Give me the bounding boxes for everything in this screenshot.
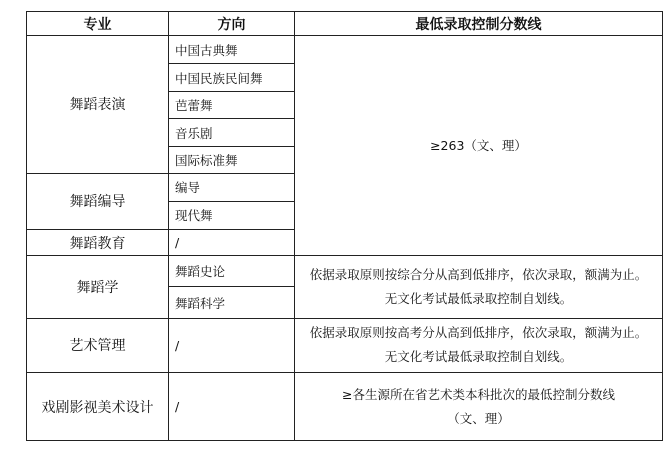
major-arts-management: 艺术管理 (27, 318, 169, 372)
direction-cell: 中国古典舞 (169, 36, 295, 64)
major-education: 舞蹈教育 (27, 230, 169, 256)
direction-cell: / (169, 373, 295, 441)
direction-cell: / (169, 230, 295, 256)
header-direction: 方向 (169, 12, 295, 36)
major-choreography: 舞蹈编导 (27, 173, 169, 229)
score-cell-dance-studies (295, 256, 663, 319)
header-score: 最低录取控制分数线 (295, 12, 663, 36)
major-dance-studies: 舞蹈学 (27, 256, 169, 319)
table-row (27, 36, 663, 64)
direction-cell: 编导 (169, 173, 295, 201)
table-row (27, 318, 663, 372)
score-cell-arts-management (295, 318, 663, 372)
major-stage-design: 戏剧影视美术设计 (27, 373, 169, 441)
score-line: 无文化考试最低录取控制自划线。 (384, 290, 573, 306)
table-row (27, 256, 663, 287)
major-performance: 舞蹈表演 (27, 36, 169, 174)
direction-cell: 舞蹈科学 (169, 287, 295, 318)
score-line: （文、理） (447, 410, 510, 426)
score-cell-stage-design (295, 373, 663, 441)
shared-score-cell: ≥263（文、理） (295, 36, 663, 256)
header-row (27, 12, 663, 36)
direction-cell: / (169, 318, 295, 372)
direction-cell: 现代舞 (169, 201, 295, 229)
admission-score-table (26, 11, 663, 441)
direction-cell: 国际标准舞 (169, 146, 295, 173)
direction-cell: 中国民族民间舞 (169, 64, 295, 92)
score-line: 无文化考试最低录取控制自划线。 (384, 349, 573, 365)
direction-cell: 芭蕾舞 (169, 92, 295, 119)
direction-cell: 音乐剧 (169, 119, 295, 146)
header-major: 专业 (27, 12, 169, 36)
score-line: ≥各生源所在省艺术类本科批次的最低控制分数线 (342, 386, 615, 402)
direction-cell: 舞蹈史论 (169, 256, 295, 287)
score-line: 依据录取原则按综合分从高到低排序，依次录取，额满为止。 (309, 266, 648, 282)
score-line: 依据录取原则按高考分从高到低排序，依次录取，额满为止。 (309, 325, 648, 341)
table-row (27, 373, 663, 441)
